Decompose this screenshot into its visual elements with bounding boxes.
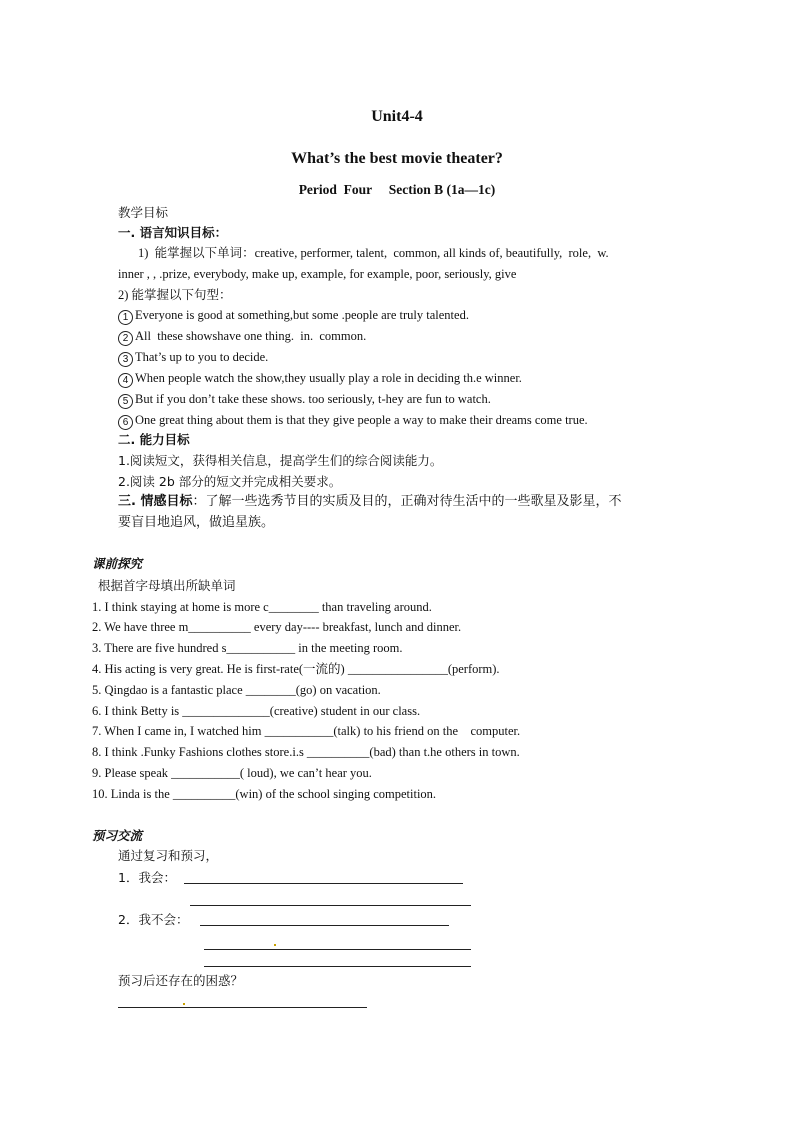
sentence-item <box>118 307 469 325</box>
stray-mark <box>274 944 276 946</box>
exercise-item: 3. There are five hundred s___________ in the meeting room. <box>92 641 403 655</box>
language-goals-heading: 一. 语言知识目标： <box>118 225 228 240</box>
sentence-item <box>118 412 588 430</box>
exercise-item: 1. I think staying at home is more c________ than traveling around. <box>92 600 432 614</box>
number-circle: 5 <box>118 394 133 409</box>
preclass-heading: 课前探究 <box>92 556 143 571</box>
answer-line <box>190 905 471 906</box>
answer-line <box>118 1007 367 1008</box>
can-label: 1．我会： <box>118 870 176 885</box>
sentence-item <box>118 370 522 388</box>
ability-item: 1.阅读短文，获得相关信息，提高学生们的综合阅读能力。 <box>118 453 443 468</box>
preview-heading: 预习交流 <box>92 828 143 843</box>
exercise-item: 5. Qingdao is a fantastic place ________(go) on vacation. <box>92 683 381 697</box>
sentence-item <box>118 391 491 409</box>
exercise-item: 2. We have three m__________ every day---- breakfast, lunch and dinner. <box>92 620 462 634</box>
sentence-text: But if you don’t take these shows. too seriously, t-hey are fun to watch. <box>135 392 491 406</box>
ability-item: 2.阅读 2b 部分的短文并完成相关要求。 <box>118 474 342 489</box>
answer-line <box>200 925 449 926</box>
answer-line <box>204 966 471 967</box>
number-circle: 1 <box>118 310 133 325</box>
answer-line <box>184 883 463 884</box>
doc-title: Unit4-4 <box>371 108 423 125</box>
sentence-text: That’s up to you to decide. <box>135 350 269 364</box>
preview-intro: 通过复习和预习， <box>118 848 219 863</box>
number-circle: 2 <box>118 331 133 346</box>
number-circle: 4 <box>118 373 133 388</box>
sentence-item <box>118 328 366 346</box>
sentence-heading: 2) 能掌握以下句型： <box>118 288 232 302</box>
ability-goals-heading: 二. 能力目标 <box>118 432 190 447</box>
sentence-text: All these showshave one thing. in. common. <box>135 329 367 343</box>
doc-subtitle: What’s the best movie theater? <box>291 150 503 167</box>
emotion-goals-line <box>118 494 621 510</box>
cannot-label: 2．我不会： <box>118 912 189 927</box>
vocab-line-1: 1) 能掌握以下单词：creative, performer, talent, common, all kinds of, beautifully, role, w. <box>138 246 609 260</box>
sentence-text: When people watch the show,they usually play a role in deciding th.e winner. <box>135 371 522 385</box>
exercise-item: 8. I think .Funky Fashions clothes store.i.s __________(bad) than t.he others in town. <box>92 745 520 759</box>
period-line: Period Four Section B (1a—1c) <box>298 182 496 197</box>
exercise-item: 6. I think Betty is ______________(creative) student in our class. <box>92 704 421 718</box>
sentence-text: Everyone is good at something,but some .people are truly talented. <box>135 308 469 322</box>
sentence-text: One great thing about them is that they give people a way to make their dreams come true. <box>135 413 588 427</box>
exercise-item: 4. His acting is very great. He is first-rate(一流的) ________________(perform). <box>92 662 500 676</box>
exercise-item: 10. Linda is the __________(win) of the school singing competition. <box>92 787 437 801</box>
vocab-line-2: inner , , .prize, everybody, make up, example, for example, poor, seriously, give <box>118 267 517 281</box>
number-circle: 3 <box>118 352 133 367</box>
teaching-goals-heading: 教学目标 <box>118 205 169 220</box>
emotion-goals-text: ：了解一些选秀节目的实质及目的，正确对待生活中的一些歌星及影星，不 <box>192 494 622 509</box>
stray-mark <box>183 1003 185 1005</box>
exercise-item: 7. When I came in, I watched him ___________(talk) to his friend on the computer. <box>92 724 521 738</box>
sentence-item <box>118 349 268 367</box>
preclass-instruction: 根据首字母填出所缺单词 <box>98 578 236 593</box>
emotion-goals-label: 三. 情感目标 <box>118 494 193 509</box>
emotion-goals-line-2: 要盲目地追风，做追星族。 <box>118 515 275 530</box>
number-circle: 6 <box>118 415 133 430</box>
answer-line <box>204 949 471 950</box>
exercise-item: 9. Please speak ___________( loud), we can’t hear you. <box>92 766 372 780</box>
question-label: 预习后还存在的困惑？ <box>118 973 244 988</box>
